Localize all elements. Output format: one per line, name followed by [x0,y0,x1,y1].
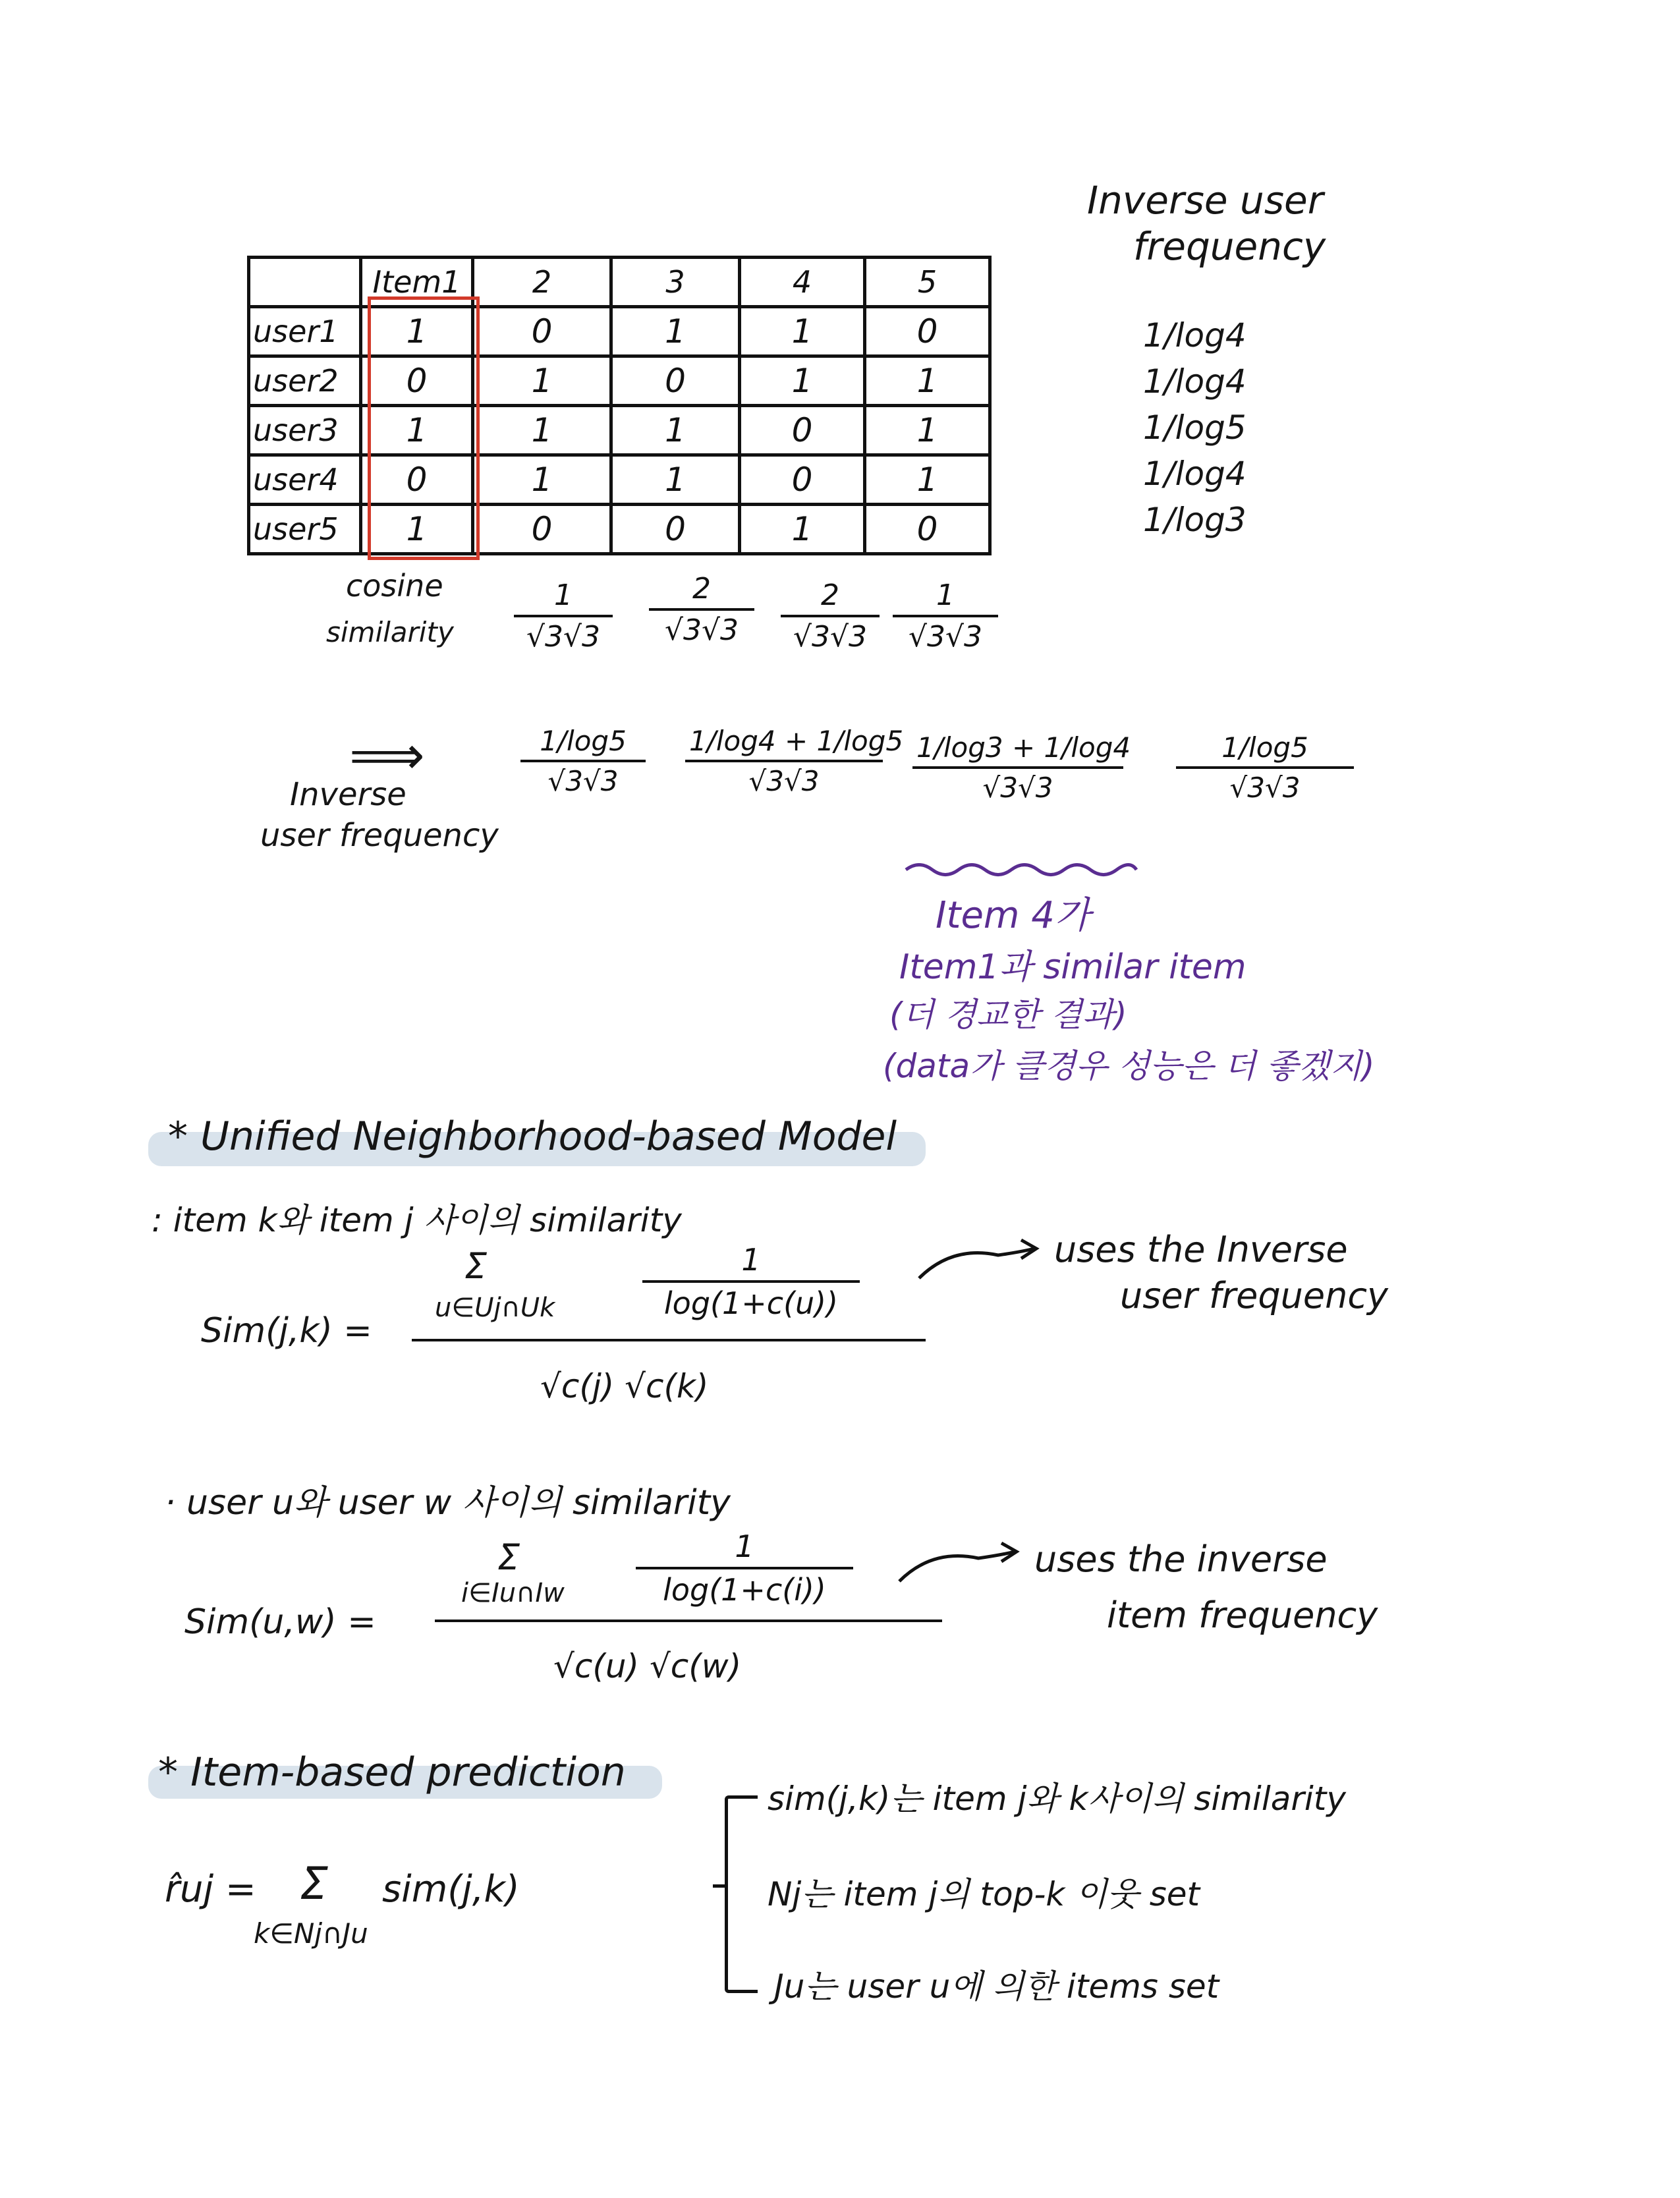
cosine-fraction [514,578,613,654]
iuf-title-line1: Inverse user [1087,178,1324,223]
user-item-matrix [247,256,992,555]
cosine-label-line1: cosine [346,568,443,604]
fraction-denominator: log(1+c(u)) [663,1285,839,1321]
column-header: 4 [740,258,865,307]
table-cell: 1 [865,406,990,455]
fraction-numerator: 2 [821,578,839,612]
note-line4: (data가 클경우 성능은 더 좋겠지) [883,1047,1375,1085]
table-cell: 0 [865,505,990,554]
item-note-line2: user frequency [1120,1275,1388,1316]
fraction-numerator: 1 [735,1529,754,1564]
table-cell: 1 [611,307,740,356]
note-line3: (더 경교한 결과) [889,996,1127,1034]
table-cell: 1 [361,406,473,455]
table-cell: 1 [473,455,611,505]
table-header-row [249,258,990,307]
item-note-line1: uses the Inverse [1054,1229,1348,1270]
note-line2: Item1과 similar item [899,947,1246,987]
iuf-fraction [520,725,646,797]
iuf-value: 1/log5 [1143,409,1246,447]
fraction-numerator: 1/log4 + 1/log5 [689,725,904,757]
prediction-rhs: sim(j,k) [382,1868,520,1911]
cosine-fraction [649,572,754,647]
table-cell: 1 [611,455,740,505]
row-header: user4 [249,455,361,505]
column-header: 2 [473,258,611,307]
iuf-value: 1/log4 [1143,362,1246,401]
table-cell: 0 [473,505,611,554]
row-header: user3 [249,406,361,455]
table-cell: 1 [361,307,473,356]
section-title: * Item-based prediction [158,1749,626,1795]
iuf-fraction [912,731,1131,804]
fraction-denominator: √3√3 [793,620,868,654]
fraction-denominator: √3√3 [908,620,983,654]
curved-arrow-icon [912,1232,1044,1285]
definition-sim: sim(j,k)는 item j와 k사이의 similarity [768,1780,1346,1818]
fraction-numerator: 1/log5 [540,725,627,757]
user-sum-subscript: i∈Iu∩Iw [461,1578,565,1608]
table-row [249,406,990,455]
fraction-numerator: 1 [741,1242,761,1278]
user-note-line2: item frequency [1107,1594,1378,1636]
table-cell: 0 [473,307,611,356]
fraction-denominator: √3√3 [1229,772,1301,804]
note-line1: Item 4가 [936,894,1091,937]
item-sum-subscript: u∈Uj∩Uk [435,1293,555,1323]
table-cell: 0 [740,455,865,505]
fraction-numerator: 1/log5 [1221,731,1308,764]
iuf-value: 1/log3 [1143,501,1246,539]
row-header: user2 [249,356,361,406]
iuf-sim-label-line1: Inverse [290,776,406,813]
iuf-fraction [1176,731,1354,804]
fraction-numerator: 1/log3 + 1/log4 [916,731,1131,764]
user-denominator: √c(u) √c(w) [553,1647,742,1685]
definition-items-set: Ju는 user u에 의한 items set [774,1967,1219,2006]
wavy-underline [903,857,1140,883]
row-header: user5 [249,505,361,554]
item-denominator: √c(j) √c(k) [540,1367,709,1405]
user-sum-symbol: Σ [497,1536,520,1578]
table-row [249,356,990,406]
table-corner-cell [249,258,361,307]
iuf-value: 1/log4 [1143,455,1246,493]
fraction-denominator: log(1+c(i)) [663,1572,826,1608]
cosine-label-line2: similarity [326,616,454,648]
iuf-sim-label-line2: user frequency [260,817,499,854]
column-header: 5 [865,258,990,307]
table-cell: 1 [473,406,611,455]
fraction-numerator: 2 [692,572,711,606]
cosine-fraction [781,578,880,654]
table-cell: 0 [611,505,740,554]
bracket-mid-tick [713,1884,727,1888]
prediction-sum-symbol: Σ [300,1858,328,1910]
user-note-line1: uses the inverse [1034,1538,1328,1580]
table-row [249,307,990,356]
item-similarity-heading: : item k와 item j 사이의 similarity [152,1201,682,1239]
user-sim-lhs: Sim(u,w) = [184,1602,376,1642]
iuf-value: 1/log4 [1143,316,1246,354]
fraction-denominator: √3√3 [982,772,1053,804]
table-cell: 1 [611,406,740,455]
iuf-values-list [1143,316,1246,547]
table-cell: 0 [865,307,990,356]
table-row [249,455,990,505]
item-inner-fraction [642,1242,860,1321]
prediction-lhs: r̂uj = [165,1868,256,1911]
table-cell: 0 [740,406,865,455]
prediction-sum-subscript: k∈Nj∩Ju [254,1917,368,1950]
column-header: 3 [611,258,740,307]
table-cell: 1 [473,356,611,406]
definitions-bracket [725,1795,758,1993]
definition-neighbors: Nj는 item j의 top-k 이웃 set [768,1875,1200,1913]
fraction-denominator: √3√3 [526,620,601,654]
item-sum-symbol: Σ [464,1245,488,1287]
user-similarity-heading: · user u와 user w 사이의 similarity [165,1483,731,1523]
table-cell: 0 [361,356,473,406]
iuf-fraction [685,725,904,797]
item-sim-lhs: Sim(j,k) = [201,1311,372,1351]
table-cell: 1 [865,356,990,406]
fraction-denominator: √3√3 [547,765,619,797]
table-cell: 1 [740,307,865,356]
curved-arrow-icon [893,1535,1024,1588]
row-header: user1 [249,307,361,356]
table-cell: 1 [740,505,865,554]
fraction-denominator: √3√3 [748,765,820,797]
table-cell: 1 [361,505,473,554]
user-inner-fraction [636,1529,853,1608]
item-main-fraction-bar [412,1339,926,1341]
item1-column-highlight [368,296,480,560]
table-cell: 1 [740,356,865,406]
table-cell: 1 [865,455,990,505]
table-cell: 0 [611,356,740,406]
table-row [249,505,990,554]
fraction-numerator: 1 [554,578,573,612]
user-main-fraction-bar [435,1620,942,1622]
fraction-numerator: 1 [936,578,955,612]
section-title: * Unified Neighborhood-based Model [168,1113,897,1160]
iuf-title-line2: frequency [1133,224,1326,269]
table-cell: 0 [361,455,473,505]
column-header: Item1 [361,258,473,307]
cosine-fraction [893,578,998,654]
fraction-denominator: √3√3 [664,613,739,647]
implies-arrow: ⟹ [349,725,425,786]
